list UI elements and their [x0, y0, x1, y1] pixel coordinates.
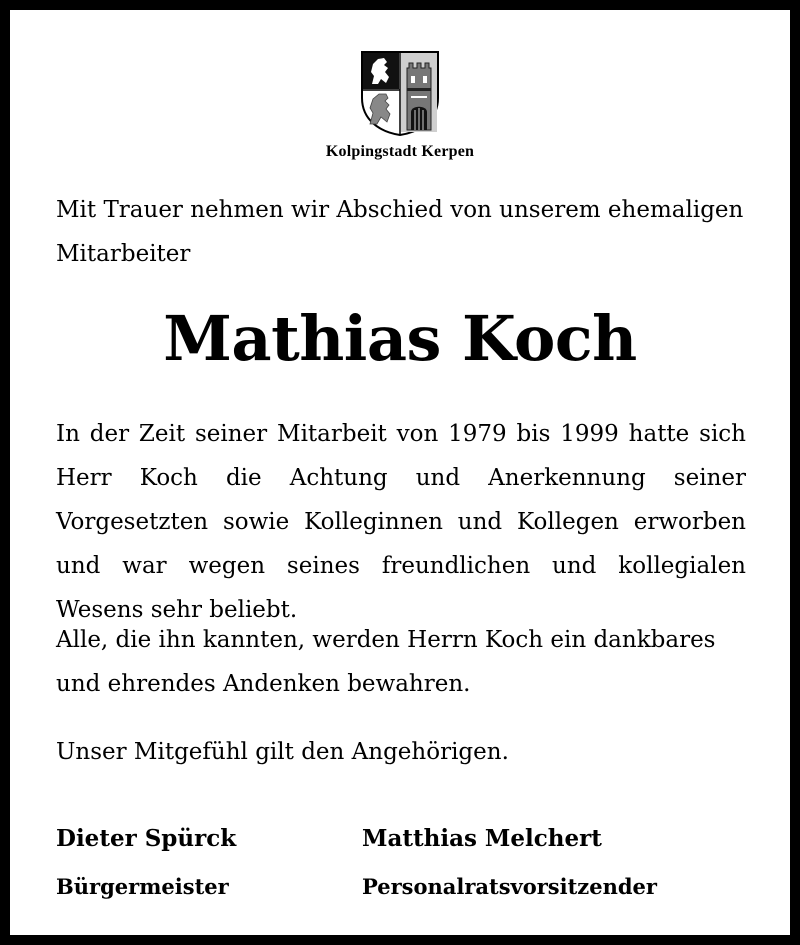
paragraph-tenure: In der Zeit seiner Mitarbeit von 1979 bis 1999 hatte sich Herr Koch die Achtung und Anerkennung seiner Vorgesetzten sowie Kolleginnen und Kollegen erworben und war wegen seines freundlichen und kollegialen Wesens sehr beliebt. [56, 421, 746, 623]
signatory-title: Bürgermeister [56, 874, 229, 899]
signatory-name: Matthias Melchert [362, 825, 602, 852]
signatory-name: Dieter Spürck [56, 825, 237, 852]
organization-name: Kolpingstadt Kerpen [325, 143, 475, 160]
coat-of-arms-icon [360, 50, 440, 136]
paragraph-condolence: Unser Mitgefühl gilt den Angehörigen. [56, 739, 509, 765]
signatory-title: Personalratsvorsitzender [362, 874, 657, 899]
intro-text: Mit Trauer nehmen wir Abschied von unserem ehemaligen Mitarbeiter [56, 197, 744, 267]
deceased-name: Mathias Koch [163, 302, 637, 375]
paragraph-remembrance: Alle, die ihn kannten, werden Herrn Koch ein dankbares und ehrendes Andenken bewahren. [56, 627, 716, 697]
